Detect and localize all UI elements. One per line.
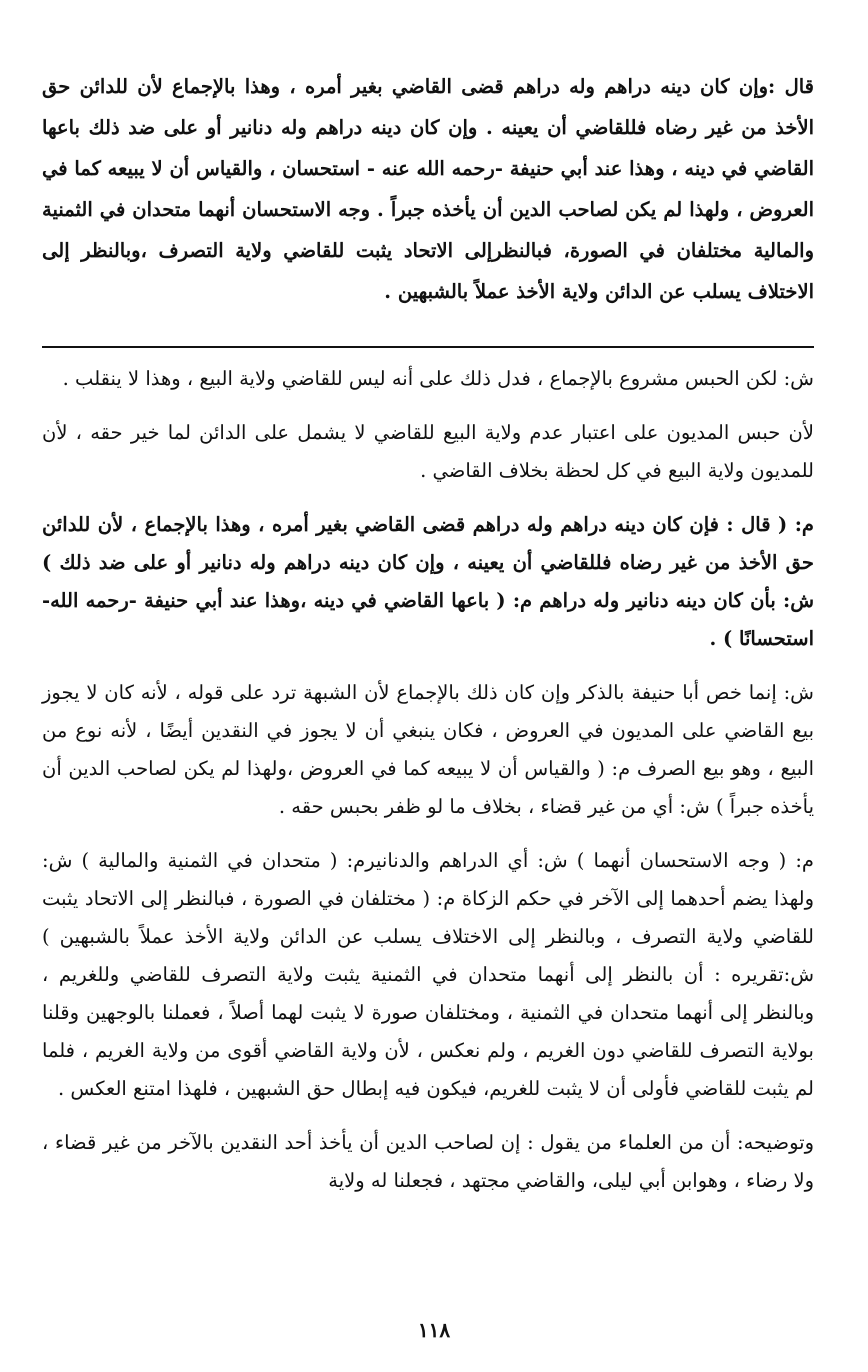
sharh-paragraph: وتوضيحه: أن من العلماء من يقول : إن لصاحب الدين أن يأخذ أحد النقدين بالآخر من غير قضاء ، ولا رضاء ، وهوابن أبي ليلى، والقاضي مجتهد ، فجعلنا له ولاية (42, 1131, 814, 1192)
page-number: ١١٨ (417, 1318, 451, 1342)
matn-quote-paragraph: م: ( قال : فإن كان دينه دراهم وله دراهم قضى القاضي بغير أمره ، وهذا بالإجماع ، لأن للدائن حق الأخذ من غير رضاه فللقاضي أن يعينه ، وإن كان دينه دراهم وله دنانير أو على ضد ذلك ) ش: بأن كان دينه دنانير وله دراهم م: ( باعها القاضي في دينه ،وهذا عند أبي حنيفة -رحمه الله-استحسانًا ) . (42, 513, 814, 650)
section-divider (42, 346, 814, 348)
sharh-paragraph: ش: إنما خص أبا حنيفة بالذكر وإن كان ذلك بالإجماع لأن الشبهة ترد على قوله ، لأنه كان لا يجوز بيع القاضي على المديون في العروض ، فكان ينبغي أن لا يجوز في النقدين أيضًا ، لأنه نوع من البيع ، وهو بيع الصرف م: ( والقياس أن لا يبيعه كما في العروض ،ولهذا لم يكن لصاحب الدين أن يأخذه جبراً ) ش: أي من غير قضاء ، بخلاف ما لو ظفر بحبس حقه . (42, 681, 814, 818)
sharh-paragraph: م: ( وجه الاستحسان أنهما ) ش: أي الدراهم والدنانيرم: ( متحدان في الثمنية والمالية ) ش: ولهذا يضم أحدهما إلى الآخر في حكم الزكاة م: ( مختلفان في الصورة ، فبالنظر إلى الاتحاد يثبت للقاضي ولاية التصرف ، وبالنظر إلى الاختلاف يسلب عن الدائن ولاية الأخذ عملاً بالشبهين ) ش:تقريره : أن بالنظر إلى أنهما متحدان في الثمنية يثبت ولاية التصرف للقاضي وللغريم ، وبالنظر إلى أنهما متحدان في الثمنية ، ومختلفان صورة لا يثبت لهما أصلاً ، فعملنا بالوجهين وقلنا بولاية التصرف للقاضي دون الغريم ، ولم نعكس ، لأن ولاية القاضي أقوى من ولاية الغريم ، فلما لم يثبت للقاضي فأولى أن لا يثبت للغريم، فيكون فيه إبطال حق الشبهين ، فلهذا امتنع العكس . (42, 849, 814, 1100)
sharh-section (42, 360, 814, 1216)
sharh-paragraph: ش: لكن الحبس مشروع بالإجماع ، فدل ذلك على أنه ليس للقاضي ولاية البيع ، وهذا لا ينقلب . (62, 367, 814, 390)
matn-text: قال :وإن كان دينه دراهم وله دراهم قضى القاضي بغير أمره ، وهذا بالإجماع لأن للدائن حق الأخذ من غير رضاه فللقاضي أن يعينه . وإن كان دينه دراهم وله دنانير أو على ضد ذلك باعها القاضي في دينه ، وهذا عند أبي حنيفة -رحمه الله عنه - استحسان ، والقياس أن لا يبيعه كما في العروض ، ولهذا لم يكن لصاحب الدين أن يأخذه جبراً . وجه الاستحسان أنهما متحدان في الثمنية والمالية مختلفان في الصورة، فبالنظرإلى الاتحاد يثبت للقاضي ولاية التصرف ،وبالنظر إلى الاختلاف يسلب عن الدائن ولاية الأخذ عملاً بالشبهين . (42, 75, 814, 303)
matn-section (42, 66, 814, 312)
sharh-paragraph: لأن حبس المديون على اعتبار عدم ولاية البيع للقاضي لا يشمل على الدائن لما خير حقه ، لأن للمديون ولاية البيع في كل لحظة بخلاف القاضي . (42, 421, 814, 482)
